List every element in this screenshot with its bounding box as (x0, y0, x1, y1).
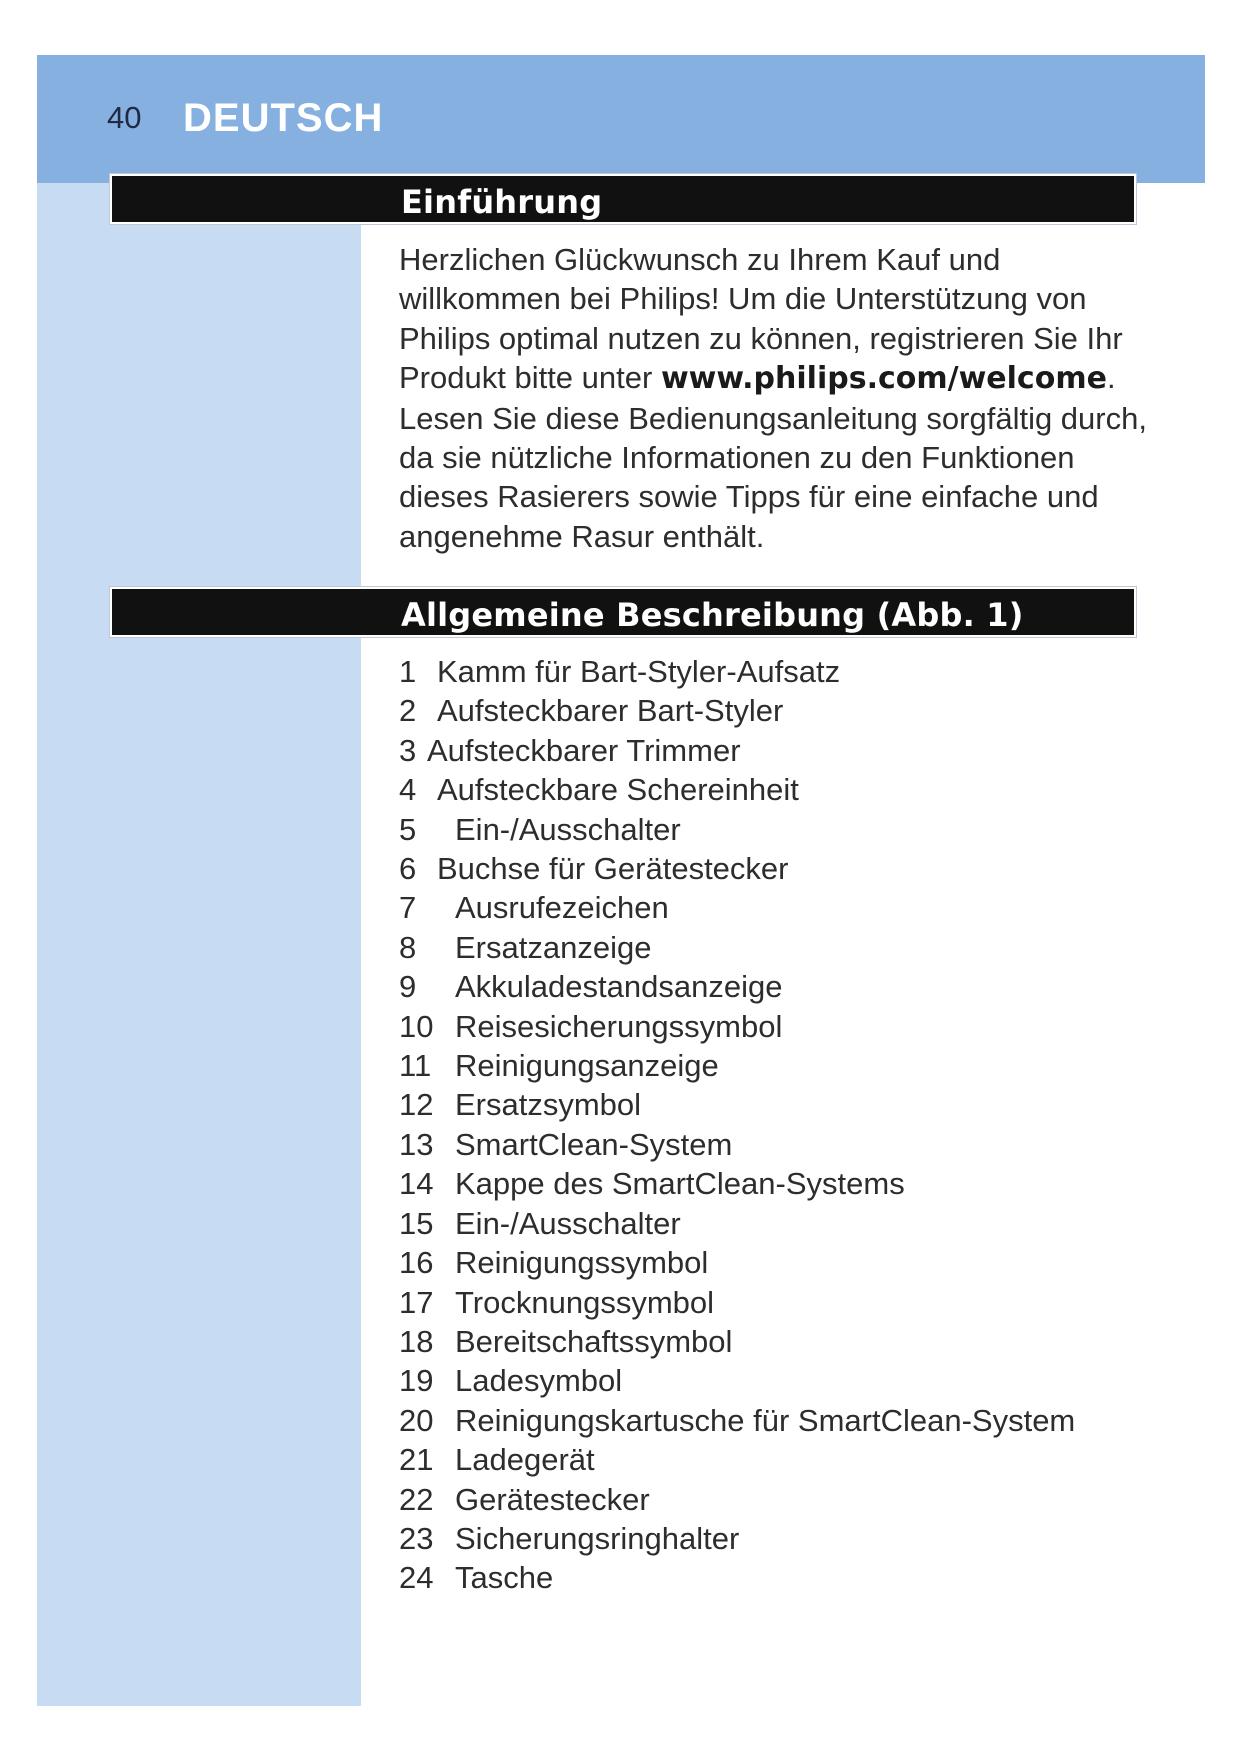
item-number: 6 (399, 851, 417, 887)
list-item (399, 1440, 1075, 1479)
item-number: 22 (399, 1481, 434, 1517)
intro-line: willkommen bei Philips! Um die Unterstützung von (399, 281, 1087, 317)
intro-line: Philips optimal nutzen zu können, registrieren Sie Ihr (399, 320, 1123, 356)
item-number: 3 (399, 732, 417, 768)
item-label: Akkuladestandsanzeige (455, 969, 783, 1005)
list-item (399, 1401, 1075, 1440)
item-number: 8 (399, 929, 417, 965)
item-number: 19 (399, 1363, 434, 1399)
section-bar-intro (110, 174, 1136, 224)
intro-line: angenehme Rasur enthält. (399, 518, 765, 554)
list-item (399, 1085, 1075, 1124)
list-item (399, 928, 1075, 967)
list-item (399, 731, 1075, 770)
item-label: Kappe des SmartClean-Systems (455, 1166, 905, 1202)
item-number: 24 (399, 1560, 434, 1596)
list-item (399, 691, 1075, 730)
list-item (399, 1007, 1075, 1046)
item-label: Reinigungssymbol (455, 1245, 709, 1281)
list-item (399, 652, 1075, 691)
list-item (399, 849, 1075, 888)
list-item (399, 1519, 1075, 1558)
item-label: Ersatzsymbol (455, 1087, 642, 1123)
item-number: 12 (399, 1087, 434, 1123)
item-label: Sicherungsringhalter (455, 1520, 740, 1556)
section-title-intro: Einführung (401, 183, 603, 221)
item-label: Ersatzanzeige (455, 929, 652, 965)
item-number: 10 (399, 1008, 434, 1044)
item-number: 4 (399, 772, 417, 808)
item-number: 9 (399, 969, 417, 1005)
list-item (399, 1558, 1075, 1597)
list-item (399, 967, 1075, 1006)
item-label: Ladesymbol (455, 1363, 623, 1399)
list-item (399, 1125, 1075, 1164)
item-number: 18 (399, 1323, 434, 1359)
list-item (399, 1361, 1075, 1400)
item-number: 14 (399, 1166, 434, 1202)
item-label: Ausrufezeichen (455, 890, 669, 926)
welcome-url-link[interactable]: www.philips.com/welcome (660, 361, 1107, 397)
item-number: 11 (399, 1048, 432, 1084)
section-bar-general (110, 587, 1136, 637)
item-number: 23 (399, 1520, 434, 1556)
list-item (399, 1046, 1075, 1085)
intro-paragraph (399, 240, 1147, 556)
page-number: 40 (107, 100, 142, 135)
item-number: 7 (399, 890, 417, 926)
item-label: Reinigungskartusche für SmartClean-System (455, 1402, 1076, 1438)
item-label: Kamm für Bart-Styler-Aufsatz (437, 654, 841, 689)
item-label: Trocknungssymbol (455, 1284, 715, 1320)
item-label: Ein-/Ausschalter (455, 811, 681, 847)
list-item (399, 1204, 1075, 1243)
list-item (399, 1480, 1075, 1519)
item-number: 5 (399, 811, 417, 847)
item-number: 1 (399, 654, 417, 689)
list-item (399, 1283, 1075, 1322)
list-item (399, 770, 1075, 809)
item-label: Buchse für Gerätestecker (437, 851, 789, 887)
item-number: 15 (399, 1205, 434, 1241)
item-label: Ein-/Ausschalter (455, 1205, 681, 1241)
item-label: Ladegerät (455, 1442, 595, 1478)
list-item (399, 810, 1075, 849)
intro-url-prefix: Produkt bitte unter (399, 360, 661, 396)
item-number: 21 (399, 1442, 434, 1478)
item-number: 17 (399, 1284, 434, 1320)
intro-line: da sie nützliche Informationen zu den Funktionen (399, 440, 1075, 476)
item-number: 13 (399, 1126, 434, 1162)
list-item (399, 1164, 1075, 1203)
section-title-general: Allgemeine Beschreibung (Abb. 1) (401, 596, 1024, 634)
item-label: Aufsteckbarer Trimmer (427, 732, 741, 768)
intro-line: dieses Rasierers sowie Tipps für eine einfache und (399, 479, 1099, 515)
item-number: 2 (399, 693, 417, 729)
parts-list (399, 652, 1075, 1598)
item-label: Reinigungsanzeige (455, 1048, 719, 1084)
item-label: Bereitschaftssymbol (455, 1323, 733, 1359)
language-title: DEUTSCH (183, 96, 384, 140)
list-item (399, 1243, 1075, 1282)
item-number: 16 (399, 1245, 434, 1281)
list-item (399, 1322, 1075, 1361)
side-column (37, 183, 361, 1706)
item-label: Aufsteckbarer Bart-Styler (437, 693, 784, 729)
item-number: 20 (399, 1402, 434, 1438)
item-label: Gerätestecker (455, 1481, 650, 1517)
item-label: Aufsteckbare Schereinheit (437, 772, 799, 808)
intro-line: Herzlichen Glückwunsch zu Ihrem Kauf und (399, 242, 1001, 277)
intro-url-suffix: . (1106, 360, 1116, 396)
intro-url-line (399, 358, 1139, 398)
item-label: SmartClean-System (455, 1126, 733, 1162)
item-label: Tasche (455, 1560, 554, 1596)
list-item (399, 888, 1075, 927)
intro-line: Lesen Sie diese Bedienungsanleitung sorgfältig durch, (399, 400, 1147, 436)
item-label: Reisesicherungssymbol (455, 1008, 783, 1044)
